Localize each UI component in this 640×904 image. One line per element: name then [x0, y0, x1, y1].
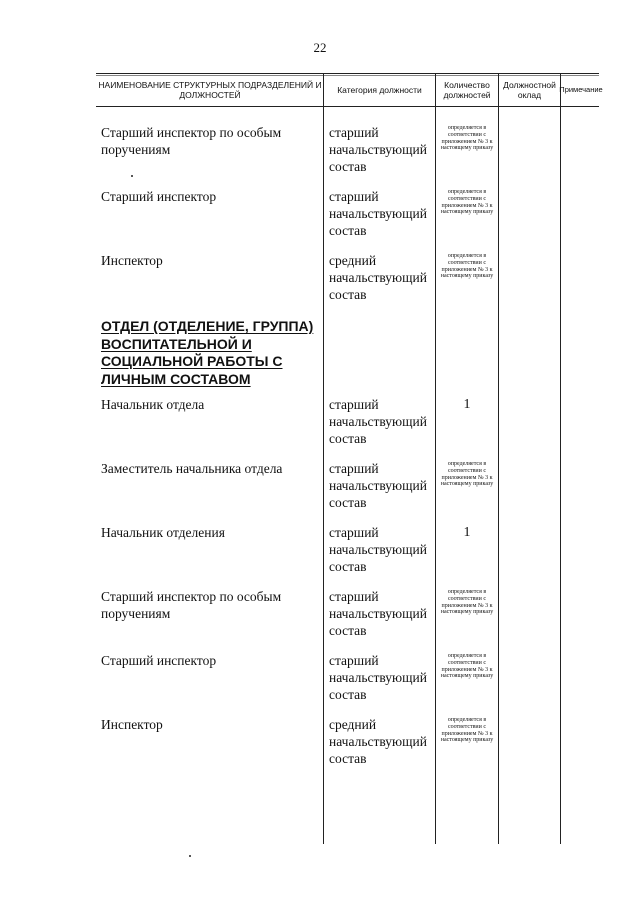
header-quantity-column — [436, 76, 498, 104]
stray-dot — [189, 855, 191, 857]
position-quantity: определяется в соответствии с приложением № 3 к настоящему приказу — [440, 653, 494, 680]
position-quantity: определяется в соответствии с приложением № 3 к настоящему приказу — [440, 253, 494, 280]
position-name: Старший инспектор по особым поручениям — [101, 125, 282, 157]
position-category: старший начальствующий состав — [329, 125, 427, 174]
position-name: Старший инспектор — [101, 189, 217, 204]
position-name: Начальник отделения — [101, 525, 225, 540]
header-bottom-border — [96, 106, 599, 107]
position-name: Старший инспектор по особым поручениям — [101, 589, 282, 621]
position-category: старший начальствующий состав — [329, 525, 427, 574]
position-name: Начальник отдела — [101, 397, 205, 412]
position-category: средний начальствующий состав — [329, 253, 427, 302]
header-category-column — [324, 76, 435, 104]
position-category: старший начальствующий состав — [329, 189, 427, 238]
position-name: Старший инспектор — [101, 653, 217, 668]
position-quantity: 1 — [463, 397, 471, 412]
column-divider — [435, 73, 436, 844]
position-category: старший начальствующий состав — [329, 589, 427, 638]
header-note-column — [561, 76, 601, 104]
position-name: Заместитель начальника отдела — [101, 461, 283, 476]
position-category: старший начальствующий состав — [329, 653, 427, 702]
position-name: Инспектор — [101, 253, 163, 268]
position-quantity: 1 — [463, 525, 471, 540]
header-category-label: Категория должности — [337, 85, 422, 95]
position-category: старший начальствующий состав — [329, 461, 427, 510]
header-quantity-label: Количество должностей — [443, 80, 491, 100]
header-name-label: НАИМЕНОВАНИЕ СТРУКТУРНЫХ ПОДРАЗДЕЛЕНИЙ И ДОЛЖНОСТЕЙ — [98, 80, 322, 100]
header-note-label: Примечание — [559, 85, 603, 94]
position-name: Инспектор — [101, 717, 163, 732]
position-quantity: определяется в соответствии с приложением № 3 к настоящему приказу — [440, 189, 494, 216]
table-top-border — [96, 73, 599, 74]
stray-dot — [131, 175, 133, 177]
column-divider — [498, 73, 499, 844]
header-salary-column — [499, 76, 560, 104]
section-title: ОТДЕЛ (ОТДЕЛЕНИЕ, ГРУППА) ВОСПИТАТЕЛЬНОЙ И СОЦИАЛЬНОЙ РАБОТЫ С ЛИЧНЫМ СОСТАВОМ — [101, 318, 314, 387]
position-quantity: определяется в соответствии с приложением № 3 к настоящему приказу — [440, 589, 494, 616]
position-category: старший начальствующий состав — [329, 397, 427, 446]
page-number: 22 — [313, 40, 327, 55]
position-quantity: определяется в соответствии с приложением № 3 к настоящему приказу — [440, 125, 494, 152]
header-name-column — [98, 76, 322, 104]
position-category: средний начальствующий состав — [329, 717, 427, 766]
position-quantity: определяется в соответствии с приложением № 3 к настоящему приказу — [440, 717, 494, 744]
position-quantity: определяется в соответствии с приложением № 3 к настоящему приказу — [440, 461, 494, 488]
column-divider — [323, 73, 324, 844]
column-divider — [560, 73, 561, 844]
header-salary-label: Должностной оклад — [503, 80, 556, 100]
